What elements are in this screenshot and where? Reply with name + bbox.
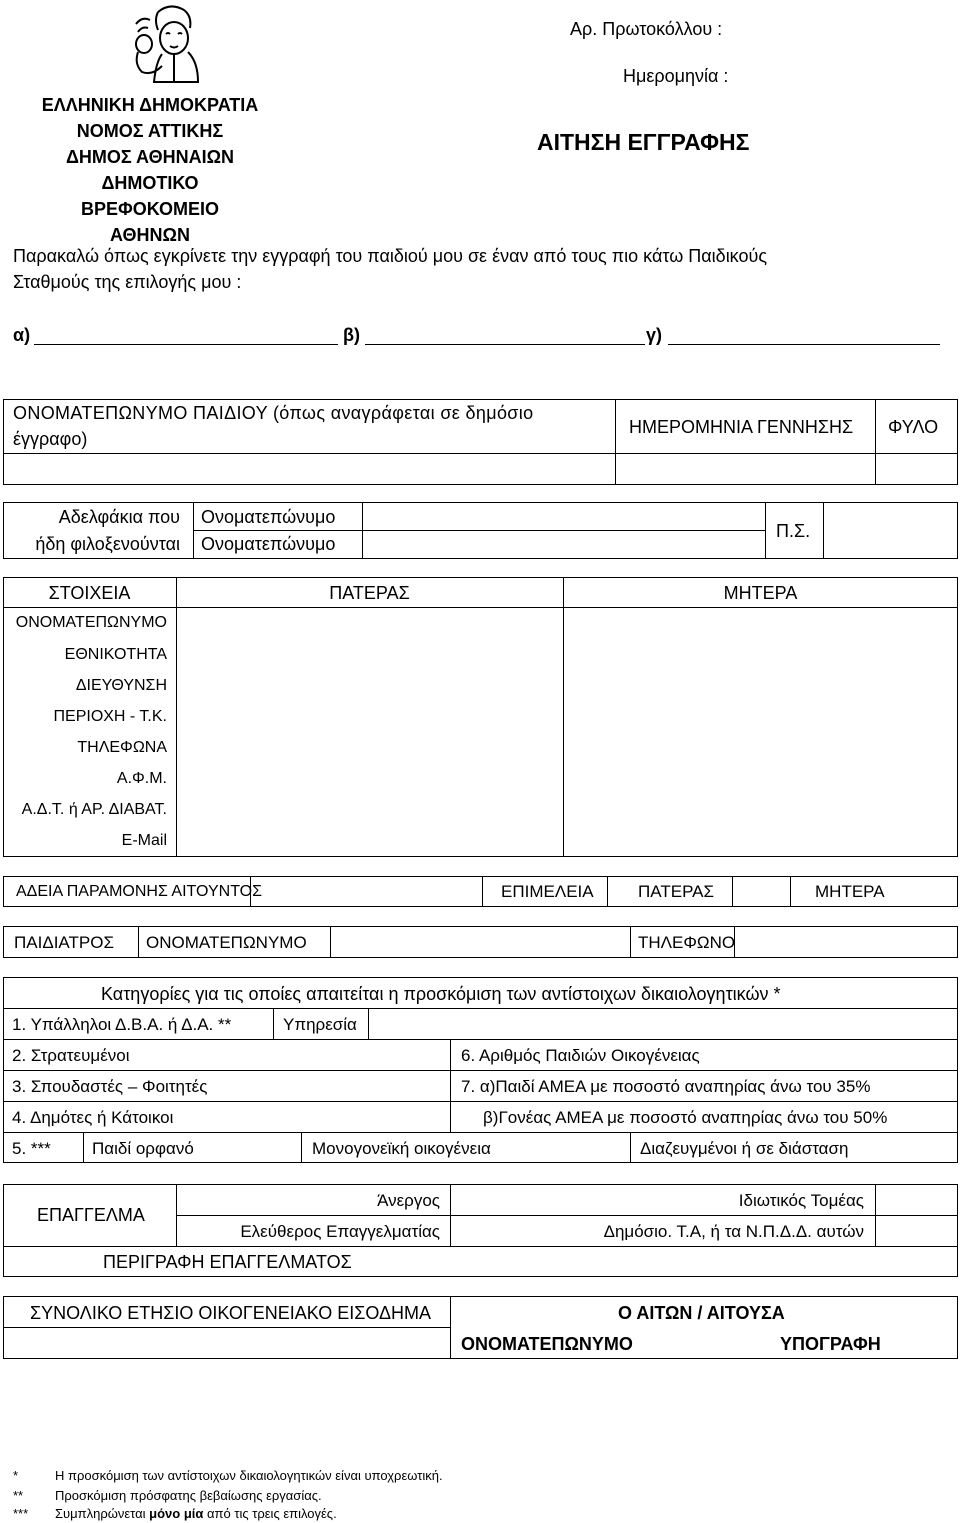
category-military[interactable]: 2. Στρατευμένοι <box>12 1046 130 1065</box>
request-text: Παρακαλώ όπως εγκρίνετε την εγγραφή του παιδιού μου σε έναν από τους πιο κάτω Παιδικούς <box>13 246 767 266</box>
category-single-parent[interactable]: Μονογονεϊκή οικογένεια <box>312 1139 491 1158</box>
custody-father-option[interactable]: ΠΑΤΕΡΑΣ <box>638 882 715 901</box>
category-divorced[interactable]: Διαζευγμένοι ή σε διάσταση <box>640 1139 849 1158</box>
sibling-1-name-label: Ονοματεπώνυμο <box>201 507 336 527</box>
choice-a-label: α) <box>13 325 31 345</box>
sibling-2-name-label: Ονοματεπώνυμο <box>201 534 336 554</box>
category-residents[interactable]: 4. Δημότες ή Κάτοικοι <box>12 1108 174 1127</box>
date-label: Ημερομηνία : <box>623 66 729 86</box>
footnote-text-part: Συμπληρώνεται <box>55 1506 150 1521</box>
child-name-label: ΟΝΟΜΑΤΕΠΩΝΥΜΟ ΠΑΙΔΙΟΥ (όπως αναγράφεται σε δημόσιο <box>13 403 534 423</box>
category-5-label: 5. *** <box>12 1139 51 1158</box>
residence-permit-input[interactable] <box>252 878 481 905</box>
row-label-area-zip: ΠΕΡΙΟΧΗ - Τ.Κ. <box>53 708 167 725</box>
choice-b-label: β) <box>343 325 360 345</box>
pediatrician-phone-label: ΤΗΛΕΦΩΝΟ <box>638 933 736 952</box>
logo <box>128 2 208 88</box>
org-line: ΝΟΜΟΣ ΑΤΤΙΚΗΣ <box>76 121 224 141</box>
category-civil-servants[interactable]: 1. Υπάλληλοι Δ.Β.Α. ή Δ.Α. ** <box>12 1015 232 1034</box>
nurse-with-baby-icon <box>128 2 208 88</box>
request-text: Σταθμούς της επιλογής μου : <box>13 272 242 292</box>
col-mother-header: ΜΗΤΕΡΑ <box>723 583 798 603</box>
footnote-mark: *** <box>13 1506 29 1521</box>
income-label: ΣΥΝΟΛΙΚΟ ΕΤΗΣΙΟ ΟΙΚΟΓΕΝΕΙΑΚΟ ΕΙΣΟΔΗΜΑ <box>30 1303 432 1323</box>
residence-permit-label: ΑΔΕΙΑ ΠΑΡΑΜΟΝΗΣ ΑΙΤΟΥΝΤΟΣ <box>16 883 263 900</box>
row-label-address: ΔΙΕΥΘΥΝΣΗ <box>75 677 167 694</box>
org-line: ΑΘΗΝΩΝ <box>110 225 190 245</box>
category-children-count[interactable]: 6. Αριθμός Παιδιών Οικογένειας <box>461 1046 700 1065</box>
row-label-email: E-Mail <box>121 832 167 849</box>
pediatrician-name-input[interactable] <box>332 928 629 956</box>
custody-mother-option[interactable]: ΜΗΤΕΡΑ <box>815 882 885 901</box>
category-disabled-child[interactable]: 7. α)Παιδί ΑΜΕΑ με ποσοστό αναπηρίας άνω του 35% <box>461 1077 871 1096</box>
ps-label: Π.Σ. <box>776 521 811 541</box>
pediatrician-label: ΠΑΙΔΙΑΤΡΟΣ <box>14 933 114 952</box>
choice-c-label: γ) <box>646 325 663 345</box>
category-disabled-parent[interactable]: β)Γονέας ΑΜΕΑ με ποσοστό αναπηρίας άνω του 50% <box>483 1108 888 1127</box>
custody-father-checkbox[interactable] <box>734 878 789 905</box>
child-name-input[interactable] <box>5 455 614 484</box>
choice-c-line[interactable] <box>668 344 940 345</box>
footnote-emphasis: μόνο μία <box>149 1506 204 1521</box>
profession-description-label: ΠΕΡΙΓΡΑΦΗ ΕΠΑΓΓΕΛΜΑΤΟΣ <box>103 1252 352 1272</box>
col-father-header: ΠΑΤΕΡΑΣ <box>329 583 410 603</box>
col-info-header: ΣΤΟΙΧΕΙΑ <box>48 583 131 603</box>
row-label-fullname: ΟΝΟΜΑΤΕΠΩΝΥΜΟ <box>15 614 167 631</box>
father-details-input[interactable] <box>178 609 562 856</box>
pediatrician-phone-input[interactable] <box>736 928 957 956</box>
sibling-1-name-input[interactable] <box>364 504 764 529</box>
category-service-input[interactable] <box>370 1010 957 1037</box>
row-label-phones: ΤΗΛΕΦΩΝΑ <box>77 739 167 756</box>
birthdate-label: ΗΜΕΡΟΜΗΝΙΑ ΓΕΝΝΗΣΗΣ <box>629 417 854 437</box>
applicant-signature-label: ΥΠΟΓΡΑΦΗ <box>780 1334 881 1354</box>
applicant-name-label: ΟΝΟΜΑΤΕΠΩΝΥΜΟ <box>461 1334 633 1354</box>
profession-unemployed[interactable]: Άνεργος <box>377 1191 440 1210</box>
footnote-mark: ** <box>13 1488 24 1503</box>
row-label-tax-id: Α.Φ.Μ. <box>116 770 167 787</box>
profession-description-input[interactable] <box>360 1248 957 1276</box>
profession-private[interactable]: Ιδιωτικός Τομέας <box>738 1191 864 1210</box>
org-line: ΔΗΜΟΤΙΚΟ ΒΡΕΦΟΚΟΜΕΙΟ <box>81 173 219 219</box>
pediatrician-name-label: ΟΝΟΜΑΤΕΠΩΝΥΜΟ <box>146 933 307 952</box>
ps-input[interactable] <box>825 504 957 558</box>
applicant-title: Ο ΑΙΤΩΝ / ΑΙΤΟΥΣΑ <box>618 1303 785 1323</box>
income-input[interactable] <box>5 1329 449 1358</box>
mother-details-input[interactable] <box>565 609 957 856</box>
row-label-id-passport: Α.Δ.Τ. ή ΑΡ. ΔΙΑΒΑΤ. <box>21 801 167 818</box>
organization-block <box>30 92 270 248</box>
custody-label: ΕΠΙΜΕΛΕΙΑ <box>501 882 594 901</box>
row-label-nationality: ΕΘΝΙΚΟΤΗΤΑ <box>64 646 167 663</box>
gender-input[interactable] <box>877 455 957 484</box>
footnote-text <box>55 1507 337 1520</box>
org-line: ΔΗΜΟΣ ΑΘΗΝΑΙΩΝ <box>65 147 234 167</box>
profession-public-sector[interactable]: Δημόσιο. Τ.Α, ή τα Ν.Π.Δ.Δ. αυτών <box>603 1222 864 1241</box>
birthdate-input[interactable] <box>617 455 874 484</box>
footnote-mark: * <box>13 1468 19 1483</box>
choice-b-line[interactable] <box>365 344 645 345</box>
gender-label: ΦΥΛΟ <box>888 417 939 437</box>
siblings-label-cont: ήδη φιλοξενούνται <box>35 534 180 554</box>
footnote-text: Η προσκόμιση των αντίστοιχων δικαιολογητικών είναι υποχρεωτική. <box>55 1468 443 1483</box>
child-name-label-cont: έγγραφο) <box>13 429 88 449</box>
page-title: ΑΙΤΗΣΗ ΕΓΓΡΑΦΗΣ <box>537 129 750 155</box>
choice-a-line[interactable] <box>34 344 338 345</box>
sibling-2-name-input[interactable] <box>364 532 764 558</box>
footnote-text-part: από τις τρεις επιλογές. <box>203 1506 337 1521</box>
category-service-label: Υπηρεσία <box>283 1015 357 1034</box>
org-line: ΕΛΛΗΝΙΚΗ ΔΗΜΟΚΡΑΤΙΑ <box>41 95 259 115</box>
profession-freelancer[interactable]: Ελεύθερος Επαγγελματίας <box>240 1222 440 1241</box>
category-students[interactable]: 3. Σπουδαστές – Φοιτητές <box>12 1077 208 1096</box>
siblings-label: Αδελφάκια που <box>58 507 180 527</box>
protocol-number-label: Αρ. Πρωτοκόλλου : <box>570 19 723 39</box>
footnote-text: Προσκόμιση πρόσφατης βεβαίωσης εργασίας. <box>55 1488 322 1503</box>
profession-label: ΕΠΑΓΓΕΛΜΑ <box>37 1205 145 1225</box>
category-orphan[interactable]: Παιδί ορφανό <box>92 1139 194 1158</box>
categories-title: Κατηγορίες για τις οποίες απαιτείται η προσκόμιση των αντίστοιχων δικαιολογητικών * <box>101 984 781 1004</box>
